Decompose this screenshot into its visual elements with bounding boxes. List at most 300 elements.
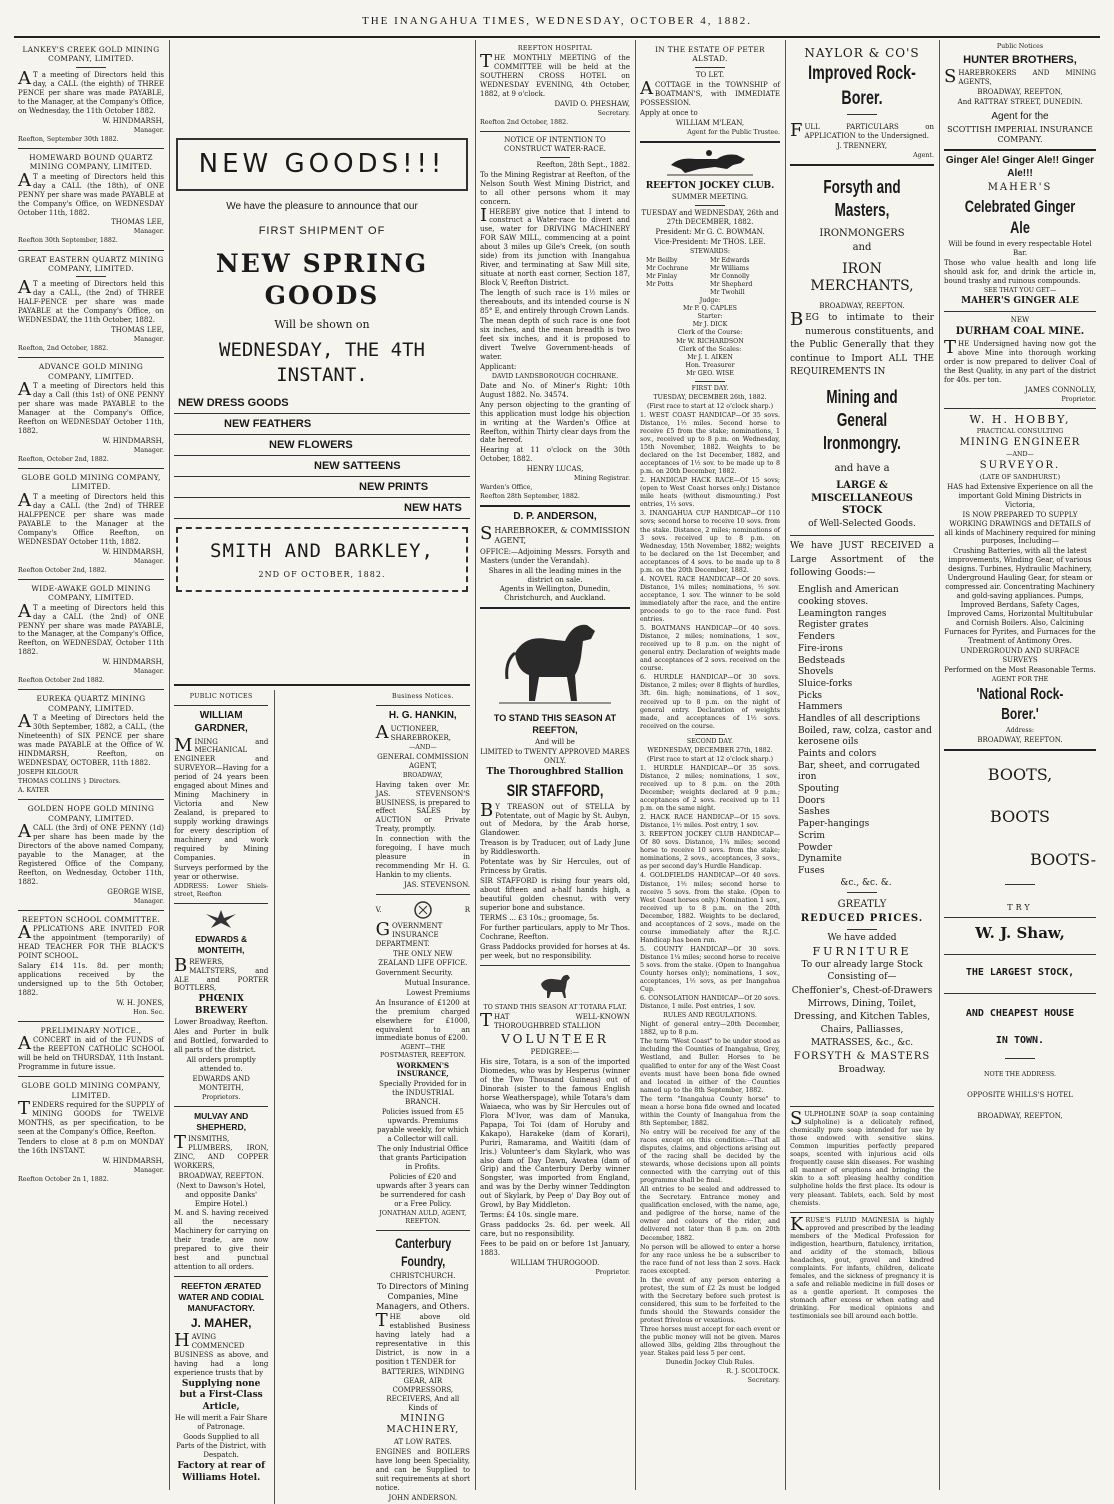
hunter-insurance: SCOTTISH IMPERIAL INSURANCE COMPANY. xyxy=(947,124,1093,144)
insurance-title: GOVERNMENT INSURANCE DEPARTMENT. xyxy=(375,919,443,948)
signature-role: Manager. xyxy=(133,668,164,676)
forsyth-and: and xyxy=(852,241,872,253)
spacer xyxy=(174,600,470,680)
hobby-mining-engineer: MINING ENGINEER xyxy=(959,437,1081,449)
steward: Mr Twohill xyxy=(710,289,745,297)
estate-body: ACOTTAGE in the TOWNSHIP of BOATMAN'S, with IMMEDIATE POSSESSION. xyxy=(640,77,780,107)
signature: W. HINDMARSH, xyxy=(102,547,164,556)
to-let: TO LET. xyxy=(695,70,725,79)
column-6 xyxy=(940,42,1100,1490)
steward: Mr Finlay xyxy=(646,273,678,281)
signature: JAMES CONNOLLY, xyxy=(1024,385,1096,394)
signature: HENRY LUCAS, xyxy=(526,465,584,474)
great-eastern-notice xyxy=(18,255,164,354)
notice-title: EUREKA QUARTZ MINING COMPANY, LIMITED. xyxy=(36,694,146,713)
divider xyxy=(480,607,630,609)
water-race-body: IHEREBY give notice that I intend to construct a Water-race to divert and use, water for DRIVING MACHINERY FOR SAW MILL, commencing at a point about 3 miles up Gile's Creek, (on south side) from its junction with Inangahua River, and terminating at Saw Mill site, situate at north east corner, Section 187, Block V, Reefton District. xyxy=(480,204,630,288)
hobby-body: UNDERGROUND AND SURFACE SURVEYS xyxy=(960,646,1080,664)
hobby-address: BROADWAY, REEFTON. xyxy=(977,735,1063,744)
durham-body: THE Undersigned having now got the above Mine into thorough working order is now prepared to deliver Coal of the Best Quality, in any part of the district for 40s. per ton. xyxy=(944,337,1096,384)
hospital-title: REEFTON HOSPITAL xyxy=(517,45,593,52)
official: Mr W. RICHARDSON xyxy=(676,337,744,345)
divider xyxy=(944,917,1096,918)
hobby-late: (LATE OF SANDHURST.) xyxy=(979,473,1061,481)
jockey-president: President: Mr G. C. BOWMAN. xyxy=(655,228,765,237)
advance-notice xyxy=(18,362,164,464)
rules-section xyxy=(640,1012,780,1385)
volunteer-body: Grass paddocks 2s. 6d. per week. All care, but no responsibility. xyxy=(480,1221,630,1239)
goods-item: NEW PRINTS xyxy=(174,477,470,498)
school-notice xyxy=(18,915,164,1017)
goods-item: Powder xyxy=(798,842,833,853)
divider xyxy=(18,910,164,911)
edwards-name: EDWARDS & MONTEITH, xyxy=(195,933,248,955)
hankin-body: AUCTIONEER, SHAREBROKER, xyxy=(375,721,451,743)
divider xyxy=(174,1276,268,1277)
forsyth-mining-general: Mining and General xyxy=(826,386,898,430)
wednesday-heading: WEDNESDAY, THE 4TH INSTANT. xyxy=(219,339,425,386)
volunteer-body: THAT WELL-KNOWN THOROUGHBRED STALLION xyxy=(480,1009,630,1031)
volunteer-body: His sire, Totara, is a son of the imported Diomedes, who was by Hesperus (winner of the Two Thousand Guineas) out of Dinorah (sister to the famous English horse Weatherspage), while Totara's dam Waiaeca, who was by Sir Hercules out of Flora M'Ivor, was dam of Manuka, Papapa, Toi Toi (dam of Horuby and Kakapo), Harakeke (dam of Korari), Puriri, Ramarama, and Waititi (dam of Iris.) Volunteer's dam Skylark, who was also dam of Day Dawn, Awatea (dam of Grip) and the Canterbury Derby winner Songster, was imported from England, and was by the Derby winner Teddington out of Skylark, by Peep o' Day Boy out of Growl, by Bay Middleton. xyxy=(480,1058,630,1210)
canterbury-body: BATTERIES, WINDING GEAR, AIR COMPRESSORS, RECEIVERS, And all Kinds of xyxy=(381,1368,465,1412)
shaw-address: BROADWAY, REEFTON, xyxy=(977,1111,1063,1120)
signature: EDWARDS AND MONTEITH, xyxy=(192,1075,250,1093)
homeward-notice xyxy=(18,153,164,246)
divider xyxy=(1005,884,1035,885)
divider xyxy=(18,148,164,149)
divider xyxy=(18,1076,164,1077)
insurance-crest-row xyxy=(376,899,470,921)
race-entry: 6. HURDLE HANDICAP—Of 30 sovs. Distance, 2 miles; over 8 flights of hurdles, 3ft. 6in. high; nominations, of 1 sov., received up to 8 p.m. on the night of general entry. Declaration of weights made, and acceptances of 1½ sovs. received on the course. xyxy=(640,674,780,730)
durham-title: DURHAM COAL MINE. xyxy=(955,326,1085,338)
section-label: PUBLIC NOTICES xyxy=(189,692,253,700)
forsyth-large-stock: LARGE & MISCELLANEOUS STOCK xyxy=(811,479,913,517)
divider xyxy=(640,141,780,143)
forsyth-trade: IRONMONGERS xyxy=(819,227,905,239)
divider xyxy=(540,157,570,158)
header-rule xyxy=(14,36,1100,38)
signature: DAVID LANDSBOROUGH COCHRANE. xyxy=(491,372,619,380)
smith-barkley-date: 2ND OF OCTOBER, 1882. xyxy=(258,569,386,579)
water-race-body: The length of such race is 1½ miles or thereabouts, and its intended course is N 85° E, and entirely through Crown Lands. xyxy=(480,289,630,316)
notice-date: Reefton October 2nd, 1882. xyxy=(18,566,107,574)
hospital-body: THE MONTHLY MEETING of the COMMITTEE will be held at the SOUTHERN CROSS HOTEL on WEDNESDAY EVENING, 4th October, 1882, at 9 o'clock. xyxy=(480,51,630,98)
signature-role: Manager. xyxy=(133,126,164,134)
spacer xyxy=(174,42,470,132)
rule-entry: The term "West Coast" to be under stood as including the Counties of Inangahua, Grey, Westland, and Buller. Horses to be qualified to enter for any of the West Coast events must have been bona fide owned and located in either of the Counties named up to the 8th September, 1882. xyxy=(640,1038,780,1094)
day-date: WEDNESDAY, DECEMBER 27th, 1882. xyxy=(647,746,773,754)
shaw-location: OPPOSITE WHILLS'S HOTEL xyxy=(967,1091,1073,1100)
goods-item: NEW SATTEENS xyxy=(174,456,470,477)
signature-role: Agent for the Public Trustee. xyxy=(687,128,780,136)
insurance-body: The only Industrial Office that grants Participation in Profits. xyxy=(377,1145,469,1172)
stand-body: For further particulars, apply to Mr Thos. Cochrane, Reefton. xyxy=(480,923,630,941)
race-entry: 2. HANDICAP HACK RACE—Of 15 sovs; (open to West Coast horses only.) Distance mile heats (without dismounting.) Post entries, 1½ sovs. xyxy=(640,477,780,509)
signature-role: Manager. xyxy=(133,446,164,454)
column-2 xyxy=(170,42,474,1502)
greatly: GREATLY xyxy=(837,899,887,911)
divider xyxy=(944,954,1096,955)
phoenix-emblem-icon xyxy=(204,908,238,930)
signature-role: Secretary. xyxy=(597,109,630,117)
second-day-section xyxy=(640,738,780,1012)
racehorse-jockey-icon xyxy=(665,147,755,177)
edwards-body: Ales and Porter in bulk and Bottled, forwarded to all parts of the district. xyxy=(174,1028,269,1055)
jockey-dates: TUESDAY and WEDNESDAY, 26th and 27th DECEMBER, 1882. xyxy=(641,209,779,227)
stand-body: Grass Paddocks provided for horses at 4s. per week, but no responsibility. xyxy=(480,942,630,960)
furniture-stock: To our already large Stock Consisting of— xyxy=(801,960,923,982)
globe-notice xyxy=(18,473,164,575)
race-entry: 6. CONSOLATION HANDICAP—Of 20 sovs. Distance, 1 mile. Post entries, 1 sov. xyxy=(640,995,780,1011)
divider xyxy=(174,684,470,686)
goods-item: Fenders xyxy=(798,632,835,643)
notice-body: APPLICATIONS ARE INVITED FOR the appointment (temporarily) of HEAD TEACHER FOR THE BLACK'S POINT SCHOOL. xyxy=(18,922,164,961)
divider xyxy=(76,276,106,277)
divider xyxy=(480,965,630,966)
insurance-body: Lowest Premiums xyxy=(406,988,470,997)
hunter-address: BROADWAY, REEFTON, xyxy=(977,88,1063,97)
insurance-body: AGENT—THE POSTMASTER, REEFTON. xyxy=(380,1044,466,1060)
hankin-body: Having taken over Mr. JAS. STEVENSON'S BUSINESS, is prepared to effect SALES by AUCTION or Private Treaty, promptly. xyxy=(375,780,470,834)
goods-item: NEW DRESS GOODS xyxy=(174,393,470,414)
hankin-body: In connection with the foregoing, I have much pleasure in recommending Mr H. G. Hankin to my clients. xyxy=(375,835,470,880)
forsyth-signature: FORSYTH & MASTERS xyxy=(793,1050,931,1062)
divider xyxy=(174,1106,268,1107)
divider xyxy=(18,799,164,800)
boots-line: BOOTS, xyxy=(987,764,1053,784)
signature-role: Proprietor. xyxy=(595,1268,630,1276)
water-race-title: NOTICE OF INTENTION TO CONSTRUCT WATER-RACE. xyxy=(503,135,607,153)
notice-body: AT a meeting of Directors held this day a Call (this 1st) of ONE PENNY per share was made PAYABLE to the Manager at the Company's Office, Reefton on WEDNESDAY October 11th, 1882. xyxy=(18,379,164,435)
crest-letter: R xyxy=(464,905,470,914)
notice-body: AT a Meeting of Directors held the 30th September, 1882, a CALL, (the Nineteenth) of SIX PENCE per share was made PAYABLE at the Office of W. HINDMARSH, Reefton, on WEDNESDAY, OCTOBER, 11th 1882. xyxy=(18,711,164,768)
ginger-ale-title: Celebrated Ginger Ale xyxy=(964,196,1076,238)
maher-label: MAHER'S xyxy=(987,181,1053,193)
durham-new: NEW xyxy=(1010,316,1030,325)
volunteer-pedigree: PEDIGREE:— xyxy=(530,1048,580,1057)
insurance-body: THE ONLY NEW ZEALAND LIFE OFFICE. xyxy=(378,949,468,967)
notice-date: Reefton 2nd October, 1882. xyxy=(480,118,569,126)
notice-title: WIDE-AWAKE GOLD MINING COMPANY, LIMITED. xyxy=(31,583,151,603)
notice-body: AT a meeting of Directors held this day a CALL (the 2nd) of THREE HALFPENCE per share was made PAYABLE to the Manager at the Company's Office Reefton, on WEDNESDAY October 11th, 1882. xyxy=(18,489,164,546)
signature: W. HINDMARSH, xyxy=(102,436,164,445)
race-entry: 5. COUNTY HANDICAP—Of 30 sovs. Distance 1¼ miles; second horse to receive 5 sovs. from the stake. (Open to Inangahua County horses only); nominations, 1 sov., acceptances, 1½ sovs, as per Inangahua Cup. xyxy=(640,945,780,994)
anderson-name: D. P. ANDERSON, xyxy=(513,511,597,523)
steward: Mr Shepherd xyxy=(710,281,753,289)
divider xyxy=(847,892,877,893)
day-date: TUESDAY, DECEMBER 26th, 1882. xyxy=(653,393,767,401)
hunter-agent: Agent for the xyxy=(991,110,1049,122)
notice-body: AT a meeting of Directors held this day a CALL, (the 2nd) of THREE HALF-PENCE per share was made PAYABLE at the Company's Office, on WEDNESDAY, the 11th October, 1882. xyxy=(18,277,164,325)
signature: JONATHAN AULD, AGENT, REEFTON. xyxy=(379,1209,467,1225)
steward: Mr Williams xyxy=(710,265,749,273)
new-goods-banner: NEW GOODS!!! xyxy=(176,138,468,191)
notice-body: AT a meeting of Directors held this day a CALL (the 18th), of ONE PENNY per share was made PAYABLE at the Company's Office, on WEDNESDAY October 11th, 1882. xyxy=(18,169,164,217)
divider xyxy=(1005,1058,1035,1059)
goods-item: Register grates xyxy=(798,620,869,631)
edwards-body: BREWERS, MALTSTERS, and ALE and PORTER BOTTLERS, xyxy=(174,954,269,993)
signature: W. HINDMARSH, xyxy=(102,658,164,667)
day-title: FIRST DAY. xyxy=(691,384,729,392)
rule-entry: No entry will be received for any of the races except on this condition:—That all disputes, claims, and objections arising out of the racing shall be decided by the stewards, whose decisions upon all points connected with the carrying out of this programme shall be final. xyxy=(640,1128,780,1185)
rules-note: Dunedin Jockey Club Rules. xyxy=(665,1359,755,1367)
section-label: Public Notices xyxy=(996,43,1044,50)
new-spring-goods: NEW SPRING GOODS xyxy=(215,249,429,311)
notice-date: Reefton October 2n 1, 1882. xyxy=(18,1175,109,1183)
goods-item: Bedsteads xyxy=(798,655,846,666)
forsyth-goods-list xyxy=(790,585,934,889)
largest-stock: THE LARGEST STOCK, xyxy=(965,966,1075,978)
goods-item: Paper-hangings xyxy=(798,819,870,830)
rule-entry: Night of general entry—20th December, 1882, up to 8 p.m. xyxy=(640,1021,780,1037)
rules-title: RULES AND REGULATIONS. xyxy=(663,1012,757,1020)
signature: GEORGE WISE, xyxy=(107,887,164,896)
stewards-list xyxy=(640,257,780,297)
divider xyxy=(18,357,164,358)
signature: WILLIAM THUROGOOD. xyxy=(510,1258,600,1267)
signature: THOMAS LEE, xyxy=(111,218,164,227)
water-race-body: Any person objecting to the granting of this application must lodge his objection in writing at the Warden's Office at Reefton, within Thirty clear days from the date hereof. xyxy=(480,400,630,445)
race-entry: 3. REEFTON JOCKEY CLUB HANDICAP—Of 80 sovs. Distance, 1¾ miles; second horse to receive 10 sovs. from the stake; nominations, 2 sovs., acceptances, 3 sovs., as per second day's Hurdle Handicap. xyxy=(640,831,780,871)
official: Hon. Treasurer xyxy=(685,361,735,369)
forsyth-ironmongry: Ironmongry. xyxy=(823,432,901,453)
divider xyxy=(695,205,725,206)
insurance-body: An Insurance of £1200 at the premium charged elsewhere for £1000, equivalent to an immediate bonus of £200. xyxy=(375,998,470,1043)
steward xyxy=(646,289,710,297)
rule-entry: Three horses must accept for each event or the public money will not be given. Mares allowed 3lbs, gelding 2lbs throughout the year. Stakes paid less 5 per cent. xyxy=(640,1326,780,1358)
day-start: (First race to start at 12 o'clock sharp.) xyxy=(646,402,774,410)
goods-item: Picks xyxy=(798,690,823,701)
canterbury-body: THE above old established Business having lately had a representative in this District, is now in a position t TENDER for xyxy=(375,1310,470,1367)
divider xyxy=(18,1021,164,1022)
stallion-horse-icon xyxy=(495,613,615,709)
goods-item: NEW FEATHERS xyxy=(174,414,470,435)
volunteer-title: TO STAND THIS SEASON AT TOTARA FLAT. xyxy=(483,1003,627,1011)
rock-borer-title: Improved Rock-Borer. xyxy=(808,63,916,109)
forsyth-address: Broadway. xyxy=(838,1064,886,1075)
hunter-address: And RATTRAY STREET, DUNEDIN. xyxy=(957,97,1083,106)
hobby-body: Performed on the Most Reasonable Terms. xyxy=(944,665,1096,674)
official: Judge: xyxy=(699,297,721,305)
steward: Mr Cochrane xyxy=(646,265,689,273)
forsyth-well-selected: of Well-Selected Goods. xyxy=(808,519,916,530)
goods-item: Spouting xyxy=(798,784,840,795)
signature-role: Secretary. xyxy=(747,1377,780,1385)
signature: J. TRENNERY, xyxy=(836,141,888,150)
rule-entry: The term "Inangahua County horse" to mean a horse bona fide owned and located within the County of Inangahua from the 8th September, 1882. xyxy=(640,1095,780,1127)
column-4 xyxy=(636,42,784,1490)
hobby-body: Crushing Batteries, with all the latest improvements, Winding Gear, of various designs. Turbines, Hydraulic Machinery, Underground Hauling Gear, for steam or compressed air. Concentrating Machinery and gold-saving appliances. Pumps, Improved Berdans, Safety Cages, Improved Cams, Horizontal Multitubular and Cornish Boilers. Also, Calcining Furnaces for Pyrites, and Furnaces for the Treatment of Antimony Ores. xyxy=(944,547,1096,645)
signature: JAS. STEVENSON. xyxy=(403,881,470,890)
insurance-body: Specially Provided for in the INDUSTRIAL BRANCH. xyxy=(379,1080,467,1107)
divider xyxy=(790,164,934,166)
divider xyxy=(76,67,106,68)
goods-item: English and American cooking stoves. xyxy=(798,585,899,608)
edwards-body: All orders promptly attended to. xyxy=(186,1056,256,1074)
wide-awake-notice xyxy=(18,584,164,686)
notice-title: GOLDEN HOPE GOLD MINING COMPANY, LIMITED. xyxy=(27,804,155,823)
stand-body: BY TREASON out of STELLA by Potentate, out of Magic by St. Aubyn, out of Medora, by the Arab horse, Glandower. xyxy=(480,799,630,838)
column-divider xyxy=(274,690,369,1504)
shown-on: Will be shown on xyxy=(274,318,370,332)
gardner-address: ADDRESS: Lower Shiels-street, Reefton xyxy=(174,882,269,898)
reduced-prices: REDUCED PRICES. xyxy=(800,913,924,925)
signature-role: Mining Registrar. xyxy=(574,475,630,483)
insurance-body: Policies of £20 and upwards after 3 years can be surrendered for cash or a Free Policy. xyxy=(376,1172,470,1208)
first-shipment: FIRST SHIPMENT OF xyxy=(258,225,386,238)
goods-item: Shovels xyxy=(798,667,834,678)
divider xyxy=(790,535,934,536)
signature-role: Hon. Sec. xyxy=(133,1008,164,1016)
small-horse-icon xyxy=(535,970,575,1000)
signature-role: Proprietors. xyxy=(201,1094,241,1102)
divider xyxy=(847,929,877,930)
official: Starter: xyxy=(697,313,723,321)
notice-body: ACONCERT in aid of the FUNDS of the REEFTON CATHOLIC SCHOOL will be held on THURSDAY, 11th Instant. Programme in future issue. xyxy=(18,1033,164,1072)
stand-body: Potentate was by Sir Hercules, out of Princess by Gratis. xyxy=(480,858,630,876)
signature-role: Warden's Office, xyxy=(480,484,533,492)
hobby-body: HAS had Extensive Experience on all the important Gold Mining Districts in Victoria, xyxy=(947,482,1093,509)
volunteer-body: Terms: £4 10s. single mare. xyxy=(480,1211,579,1220)
notice-title: PRELIMINARY NOTICE., xyxy=(40,1025,142,1035)
aerated-body: HAVING COMMENCED BUSINESS as above, and having had a long experience trusts that by xyxy=(174,1330,269,1377)
hankin-name: H. G. HANKIN, xyxy=(388,709,457,721)
signature: A. KATER xyxy=(18,787,49,795)
goods-item: Hammers xyxy=(798,702,843,713)
gardner-body: MINING and MECHANICAL ENGINEER and SURVEYOR—Having for a period of 24 years been engaged about Mines and Mining Machinery in Victoria and New Zealand, is prepared to supply working drawings for every description of machinery and work required by Mining Companies. xyxy=(174,734,269,862)
divider xyxy=(944,149,1096,151)
official: Clerk of the Scales: xyxy=(678,345,742,353)
goods-item: Bar, sheet, and corrugated iron xyxy=(798,760,920,783)
canterbury-body: AT LOW RATES. xyxy=(393,1437,452,1446)
official: Mr J. DICK xyxy=(692,321,728,329)
column-5 xyxy=(786,42,938,1490)
race-entry: 2. HACK RACE HANDICAP—Of 15 sovs. Distance, 1½ miles. Post entry, 1 sov. xyxy=(640,814,780,830)
signature-role: Manager. xyxy=(133,897,164,905)
stand-body: And will be xyxy=(535,738,575,747)
day-title: SECOND DAY. xyxy=(686,737,734,745)
cheapest-house: AND CHEAPEST HOUSE xyxy=(965,1008,1075,1020)
insurance-body: Government Security. xyxy=(375,968,453,977)
divider xyxy=(18,579,164,580)
signature: W. H. JONES, xyxy=(116,998,164,1007)
anderson-body: SHAREBROKER, & COMMISSION AGENT, xyxy=(480,523,630,546)
divider xyxy=(18,250,164,251)
race-entry: 5. BOATMANS HANDICAP—Of 40 sovs. Distance, 2 miles; nominations, 1 sov., received up to 8 p.m. on the night of general entry. Declaration of weights made and acceptances of 2 sovs. received on the course. xyxy=(640,625,780,673)
notice-body: Salary £14 11s. 8d. per month; applications received by the undersigned up to the 5th October, 1882. xyxy=(18,962,164,997)
hunter-body: SHAREBROKERS AND MINING AGENTS, xyxy=(944,66,1096,88)
royal-crest-icon xyxy=(411,899,435,921)
volunteer-name: VOLUNTEER xyxy=(501,1031,609,1046)
lankeys-notice xyxy=(18,45,164,144)
furniture-items: Cheffonier's, Chest-of-Drawers Mirrows, Dining, Toilet, Dressing, and Kitchen Tables, Chairs, Palliasses, MATRASSES, &c., &c. xyxy=(791,985,933,1048)
notice-title: HOMEWARD BOUND QUARTZ MINING COMPANY, LIMITED. xyxy=(29,152,153,172)
aerated-slogan: Supplying none but a First-Class Article, xyxy=(179,1378,263,1412)
signature-role: Reefton 28th September, 1882. xyxy=(480,493,580,501)
anderson-body: OFFICE:—Adjoining Messrs. Forsyth and Masters (under the Verandah). xyxy=(480,547,630,565)
mulvay-body: TINSMITHS, PLUMBERS, IRON, ZINC, AND COPPER WORKERS, xyxy=(174,1131,269,1170)
notice-body: ACALL (the 3rd) of ONE PENNY (1d) per share has been made by the Directors of the above named Company, payable to the Manager, at the Registered Office of the Company, Reefton, on Wednesday, October 11th, 1882. xyxy=(18,821,164,886)
insurance-body: Mutual Insurance. xyxy=(404,978,470,987)
water-race-body: Date and No. of Miner's Right: 10th August 1882. No. 34574. xyxy=(480,381,630,399)
notice-body: TENDERS required for the SUPPLY of MINING GOODS for TWELVE MONTHS, as per specification, to be seen at the Company's Office, Reefton. xyxy=(18,1098,164,1136)
divider xyxy=(695,67,725,68)
canterbury-title: Canterbury Foundry, xyxy=(394,1234,451,1269)
signature: JOHN ANDERSON. xyxy=(388,1493,458,1502)
water-race-body: The mean depth of such race is one foot six inches, and the mean breadth is two feet six inches, and it is proposed to divert Twelve Government-heads of water. xyxy=(480,316,630,361)
crest-letter: V. xyxy=(375,905,382,914)
aerated-body: Goods Supplied to all Parts of the District, with Despatch. xyxy=(176,1433,267,1460)
goods-item: Paints and colors xyxy=(798,749,877,760)
notice-date: Reefton October 2nd 1882. xyxy=(18,677,105,685)
signature-role: Manager. xyxy=(133,336,164,344)
volunteer-body: Fees to be paid on or before 1st January, 1883. xyxy=(480,1240,630,1258)
goods-item: Scrim xyxy=(798,830,825,841)
race-entry: 1. HURDLE HANDICAP—Of 35 sovs. Distance, 2 miles; nominations, 1 sov., received up to 8 p.m. on the 20th December; weights declared at 9 p.m.; acceptances of 2 sovs. received up to 11 p.m. on the same night. xyxy=(640,764,780,813)
stand-heading: The Thoroughbred Stallion xyxy=(486,767,624,778)
ginger-title: Ginger Ale! Ginger Ale!! Ginger Ale!!! xyxy=(945,155,1095,179)
signature: W. HINDMARSH, xyxy=(102,1156,164,1165)
divider xyxy=(18,689,164,690)
naylor-body: FULL PARTICULARS on APPLICATION to the Undersigned. xyxy=(790,119,934,141)
forsyth-have: and have a xyxy=(834,462,890,474)
stallion-name: SIR STAFFORD, xyxy=(506,780,604,800)
divider xyxy=(695,734,725,735)
mulvay-address: (Next to Dawson's Hotel, and opposite Danks' Empire Hotel.) xyxy=(176,1181,266,1208)
golden-hope-notice xyxy=(18,804,164,906)
column-1 xyxy=(14,42,168,1490)
signature: W. HINDMARSH, xyxy=(102,116,164,125)
rule-entry: No person will be allowed to enter a horse for any race unless he be a subscriber to the race fund of not less than 2 sovs. Hack races excepted. xyxy=(640,1243,780,1275)
divider xyxy=(944,993,1096,994)
official: Mr P. Q. CAPLES xyxy=(683,305,737,313)
we-have-added: We have added xyxy=(827,932,897,943)
preliminary-notice xyxy=(18,1026,164,1072)
ginger-brand: MAHER'S GINGER ALE xyxy=(961,295,1079,306)
forsyth-trade: IRON MERCHANTS, xyxy=(810,260,914,295)
goods-item: Doors xyxy=(798,795,825,806)
goods-item: &c., &c. &. xyxy=(840,877,892,888)
notice-title: GREAT EASTERN QUARTZ MINING COMPANY, LIMITED. xyxy=(18,254,164,273)
notice-body: Tenders to close at 8 p.m on MONDAY the 16th INSTANT. xyxy=(18,1137,164,1155)
goods-item: NEW FLOWERS xyxy=(174,435,470,456)
hunter-name: HUNTER BROTHERS, xyxy=(963,54,1077,67)
canterbury-city: CHRISTCHURCH. xyxy=(390,1271,456,1280)
steward: Mr Connolly xyxy=(710,273,750,281)
divider xyxy=(944,749,1096,751)
brewery-name: PHŒNIX BREWERY xyxy=(194,994,248,1016)
divider xyxy=(480,505,630,507)
water-race-body: Applicant: xyxy=(480,362,517,371)
stand-body: LIMITED to TWENTY APPROVED MARES ONLY. xyxy=(480,748,630,766)
steward: Mr Potts xyxy=(646,281,674,289)
mulvay-address: BROADWAY, REEFTON. xyxy=(178,1171,264,1180)
hobby-agent: AGENT FOR THE xyxy=(991,675,1049,683)
goods-item: Sashes xyxy=(798,807,830,818)
stand-body: Treason is by Traducer, out of Lady June by Riddlesworth. xyxy=(480,839,630,857)
signature-role: Manager. xyxy=(133,1166,164,1174)
steward: Mr Beilby xyxy=(646,257,678,265)
first-day-section xyxy=(640,385,780,731)
estate-title: IN THE ESTATE OF PETER ALSTAD. xyxy=(655,45,765,64)
goods-list xyxy=(174,393,470,519)
notice-title: LANKEY'S CREEK GOLD MINING COMPANY, LIMITED. xyxy=(22,45,160,64)
signature: R. J. SCOLTOCK. xyxy=(726,1368,780,1376)
race-entry: 4. GOLDFIELDS HANDICAP—Of 40 sovs. Distance, 1½ miles; second horse to receive 5 sovs. from the stake. (Open to West Coast horses only.) Nomination 1 sov., received up to 8 p.m. on the 20th December, 1882. Weights to be declared, and acceptances of 2 sovs., made on the course immediately after the R.J.C. Handicap has been run. xyxy=(640,872,780,944)
in-town: IN TOWN. xyxy=(995,1035,1045,1047)
hankin-and: —AND— xyxy=(408,743,437,751)
hobby-body: IS NOW PREPARED TO SUPPLY WORKING DRAWINGS and DETAILS of all kinds of Machinery required for mining purposes, Including— xyxy=(944,510,1096,546)
